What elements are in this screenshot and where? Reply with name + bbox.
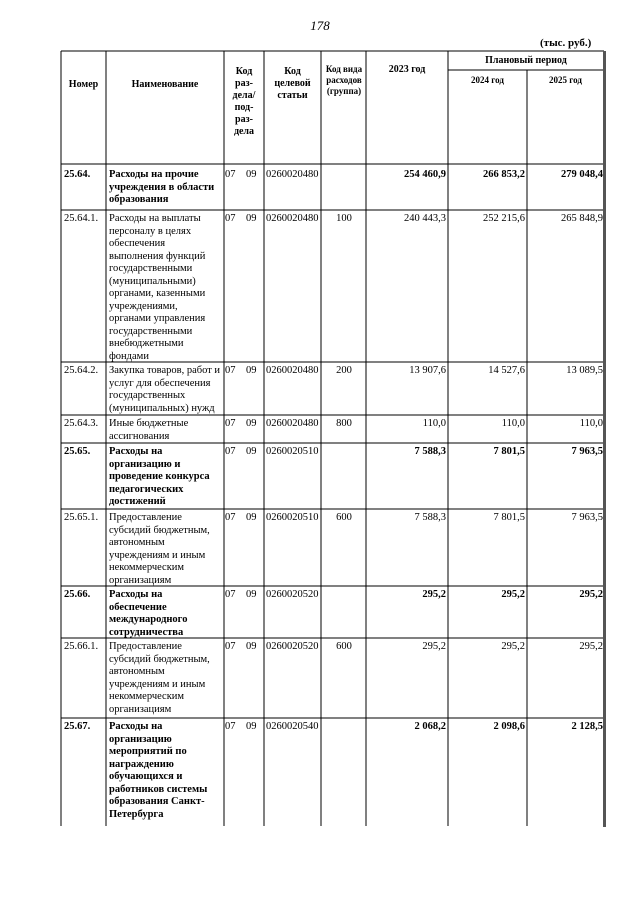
row-6-vr: 600 [336,512,352,523]
row-7-name: Расходы на обеспечение международного сотрудничества [109,589,188,638]
row-5-num: 25.65. [64,446,91,457]
row-2-sec2: 09 [246,213,257,224]
row-8-sec2: 09 [246,641,257,652]
row-4-v2025: 110,0 [579,418,603,429]
row-2-v2025: 265 848,9 [561,213,603,224]
row-6-v2025: 7 963,5 [571,512,603,523]
row-5-v2025: 7 963,5 [571,446,603,457]
row-9-v2024: 2 098,6 [493,721,525,732]
row-9-v2025: 2 128,5 [571,721,603,732]
units-label: (тыс. руб.) [540,37,592,49]
row-4-sec1: 07 [225,418,236,429]
row-7-sec2: 09 [246,589,257,600]
header-2023: 2023 год [388,64,426,75]
row-3-vr: 200 [336,365,352,376]
row-1-v2024: 266 853,2 [483,169,525,180]
row-1-sec1: 07 [225,169,236,180]
row-4-vr: 800 [336,418,352,429]
row-6-v2024: 7 801,5 [493,512,525,523]
row-4-v2023: 110,0 [422,418,446,429]
row-8-num: 25.66.1. [64,641,99,652]
header-planned: Плановый период [485,55,567,66]
row-9-sec2: 09 [246,721,257,732]
row-5-v2024: 7 801,5 [493,446,525,457]
row-7-sec1: 07 [225,589,236,600]
row-1-num: 25.64. [64,169,91,180]
row-9-sec1: 07 [225,721,236,732]
row-4-name: Иные бюджетные ассигнования [109,418,189,442]
row-9-v2023: 2 068,2 [414,721,446,732]
header-target: Код целевой статьи [274,66,311,101]
header-2025: 2025 год [549,75,582,85]
row-8-target: 0260020520 [266,641,319,652]
row-2-name: Расходы на выплаты персоналу в целях обеспечения выполнения функций государственными (муниципальными) органами, казенными учреждениями, органами управления государственными внебюджетными фондами [109,213,206,362]
header-name: Наименование [131,79,199,90]
row-3-name: Закупка товаров, работ и услуг для обеспечения государственных (муниципальных) нужд [109,365,221,414]
table-edge-shadow [603,51,606,827]
row-6-num: 25.65.1. [64,512,99,523]
row-3-sec1: 07 [225,365,236,376]
row-8-v2023: 295,2 [422,641,446,652]
row-2-sec1: 07 [225,213,236,224]
row-3-v2023: 13 907,6 [409,365,446,376]
row-8-sec1: 07 [225,641,236,652]
row-2-num: 25.64.1. [64,213,99,224]
row-7-v2025: 295,2 [579,589,603,600]
row-5-target: 0260020510 [266,446,319,457]
header-section: Код раз-дела/ под-раз-дела [232,66,256,137]
row-1-target: 0260020480 [266,169,319,180]
row-8-v2024: 295,2 [501,641,525,652]
row-5-v2023: 7 588,3 [414,446,446,457]
row-3-sec2: 09 [246,365,257,376]
row-1-name: Расходы на прочие учреждения в области образования [109,169,215,205]
row-4-sec2: 09 [246,418,257,429]
header-number: Номер [68,79,99,90]
row-6-sec2: 09 [246,512,257,523]
row-4-v2024: 110,0 [501,418,525,429]
header-expense: Код вида расходов (группа) [325,64,363,96]
row-7-num: 25.66. [64,589,91,600]
row-7-v2024: 295,2 [501,589,525,600]
row-1-sec2: 09 [246,169,257,180]
row-9-target: 0260020540 [266,721,319,732]
row-5-name: Расходы на организацию и проведение конкурса педагогических достижений [109,446,210,507]
page-number: 178 [310,18,330,33]
row-8-v2025: 295,2 [579,641,603,652]
row-9-name: Расходы на организацию мероприятий по награждению обучающихся и работников системы образования Санкт-Петербурга [109,721,208,820]
row-8-vr: 600 [336,641,352,652]
header-2024: 2024 год [471,75,504,85]
row-2-vr: 100 [336,213,352,224]
row-5-sec1: 07 [225,446,236,457]
row-3-v2025: 13 089,5 [566,365,603,376]
row-4-num: 25.64.3. [64,418,99,429]
row-6-sec1: 07 [225,512,236,523]
row-6-target: 0260020510 [266,512,319,523]
row-1-v2025: 279 048,4 [561,169,603,180]
row-7-v2023: 295,2 [422,589,446,600]
row-9-num: 25.67. [64,721,91,732]
row-2-target: 0260020480 [266,213,319,224]
row-4-target: 0260020480 [266,418,319,429]
row-6-v2023: 7 588,3 [414,512,446,523]
row-7-target: 0260020520 [266,589,319,600]
row-8-name: Предоставление субсидий бюджетным, автономным учреждениям и иным некоммерческим организациям [109,641,210,715]
row-3-num: 25.64.2. [64,365,99,376]
row-3-v2024: 14 527,6 [488,365,525,376]
row-2-v2023: 240 443,3 [404,213,446,224]
row-3-target: 0260020480 [266,365,319,376]
row-2-v2024: 252 215,6 [483,213,525,224]
row-6-name: Предоставление субсидий бюджетным, автономным учреждениям и иным некоммерческим организациям [109,512,210,586]
row-1-v2023: 254 460,9 [404,169,446,180]
row-5-sec2: 09 [246,446,257,457]
